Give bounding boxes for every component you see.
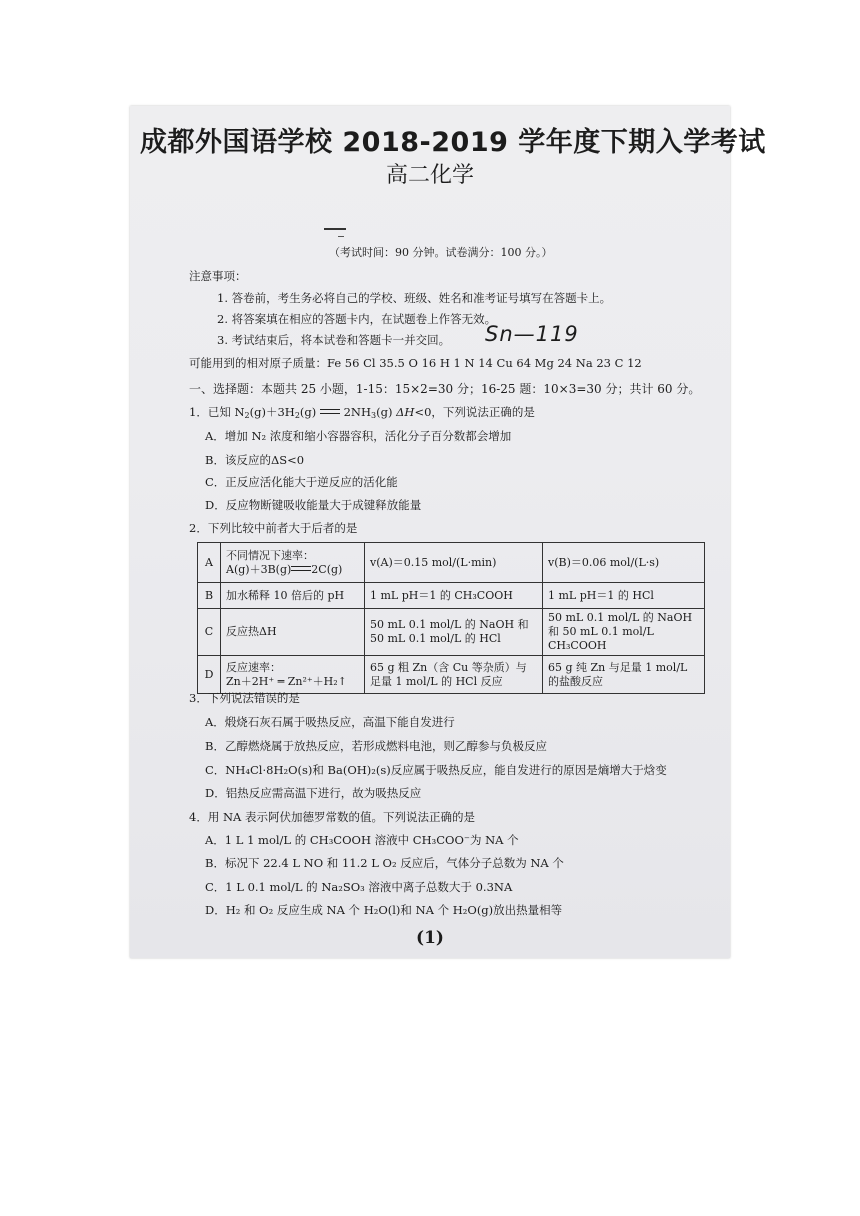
- question-4-option-d: D．H₂ 和 O₂ 反应生成 NA 个 H₂O(l)和 NA 个 H₂O(g)放出热量相等: [205, 903, 563, 917]
- dash-mark: [324, 228, 346, 230]
- table-row: [198, 543, 705, 583]
- row-key: A: [198, 543, 221, 583]
- table-cell: 1 mL pH＝1 的 HCl: [543, 583, 705, 609]
- table-cell: 加水稀释 10 倍后的 pH: [221, 583, 365, 609]
- row-key: D: [198, 656, 221, 694]
- question-2-stem: 2．下列比较中前者大于后者的是: [189, 521, 358, 535]
- exam-sheet: [130, 106, 766, 958]
- question-4-option-b: B．标况下 22.4 L NO 和 11.2 L O₂ 反应后，气体分子总数为 NA 个: [205, 856, 564, 870]
- exam-time-info: （考试时间：90 分钟。试卷满分：100 分。）: [329, 246, 553, 259]
- dash-mark-small: [338, 236, 344, 237]
- question-3-option-a: A．煅烧石灰石属于吸热反应，高温下能自发进行: [205, 715, 455, 729]
- table-row: [198, 583, 705, 609]
- handwritten-note: Sn—119: [485, 322, 579, 346]
- table-cell: 50 mL 0.1 mol/L 的 NaOH 和 50 mL 0.1 mol/L 的 HCl: [365, 609, 543, 656]
- table-row: [198, 656, 705, 694]
- table-row: [198, 609, 705, 656]
- table-cell: 1 mL pH＝1 的 CH₃COOH: [365, 583, 543, 609]
- exam-subtitle: 高二化学: [385, 163, 474, 188]
- question-1-option-d: D．反应物断键吸收能量大于成键释放能量: [205, 498, 422, 512]
- notice-heading: 注意事项：: [189, 269, 247, 283]
- table-cell: 65 g 纯 Zn 与足量 1 mol/L 的盐酸反应: [543, 656, 705, 694]
- question-3-stem: 3．下列说法错误的是: [189, 691, 300, 705]
- question-1-stem: 1．已知 $N_2(g)+3H_2(g)$ $2NH_3(g)$ ΔH<0，下列说法正确的是: [189, 405, 535, 420]
- notice-item: 2. 将答案填在相应的答题卡内，在试题卷上作答无效。: [217, 312, 497, 326]
- table-cell: 50 mL 0.1 mol/L 的 NaOH 和 50 mL 0.1 mol/L CH₃COOH: [543, 609, 705, 656]
- row-key: B: [198, 583, 221, 609]
- exam-title: 成都外国语学校 2018-2019 学年度下期入学考试: [140, 127, 766, 158]
- comparison-table: [197, 542, 705, 694]
- table-cell: 反应热ΔH: [221, 609, 365, 656]
- equilibrium-arrow-icon: [291, 565, 311, 572]
- question-3-option-b: B．乙醇燃烧属于放热反应，若形成燃料电池，则乙醇参与负极反应: [205, 739, 547, 753]
- notice-item: 3. 考试结束后，将本试卷和答题卡一并交回。: [217, 333, 451, 347]
- notice-item: 1. 答卷前，考生务必将自己的学校、班级、姓名和准考证号填写在答题卡上。: [217, 291, 612, 305]
- table-cell: v(B)＝0.06 mol/(L·s): [543, 543, 705, 583]
- question-1-option-c: C．正反应活化能大于逆反应的活化能: [205, 475, 398, 489]
- section-heading: 一、选择题：本题共 25 小题，1-15：15×2=30 分；16-25 题：10×3=30 分；共计 60 分。: [189, 382, 701, 396]
- table-cell: 不同情况下速率： A(g)＋3B(g) 2C(g): [221, 543, 365, 583]
- table-cell: 65 g 粗 Zn（含 Cu 等杂质）与足量 1 mol/L 的 HCl 反应: [365, 656, 543, 694]
- table-cell: v(A)＝0.15 mol/(L·min): [365, 543, 543, 583]
- equilibrium-arrow-icon: [320, 408, 340, 415]
- question-4-stem: 4．用 NA 表示阿伏加德罗常数的值。下列说法正确的是: [189, 810, 475, 824]
- question-3-option-c: C．NH₄Cl·8H₂O(s)和 Ba(OH)₂(s)反应属于吸热反应，能自发进行的原因是熵增大于焓变: [205, 763, 667, 777]
- table-cell: 反应速率： Zn＋2H⁺ ═ Zn²⁺＋H₂↑: [221, 656, 365, 694]
- question-1-option-a: A．增加 N₂ 浓度和缩小容器容积，活化分子百分数都会增加: [205, 429, 512, 443]
- question-1-option-b: B．该反应的ΔS<0: [205, 453, 305, 467]
- row-key: C: [198, 609, 221, 656]
- page-number: (1): [416, 928, 444, 948]
- question-4-option-c: C．1 L 0.1 mol/L 的 Na₂SO₃ 溶液中离子总数大于 0.3NA: [205, 880, 513, 894]
- atomic-masses: 可能用到的相对原子质量：Fe 56 Cl 35.5 O 16 H 1 N 14 Cu 64 Mg 24 Na 23 C 12: [189, 356, 642, 370]
- question-4-option-a: A．1 L 1 mol/L 的 CH₃COOH 溶液中 CH₃COO⁻为 NA 个: [205, 833, 519, 847]
- question-3-option-d: D．铝热反应需高温下进行，故为吸热反应: [205, 786, 422, 800]
